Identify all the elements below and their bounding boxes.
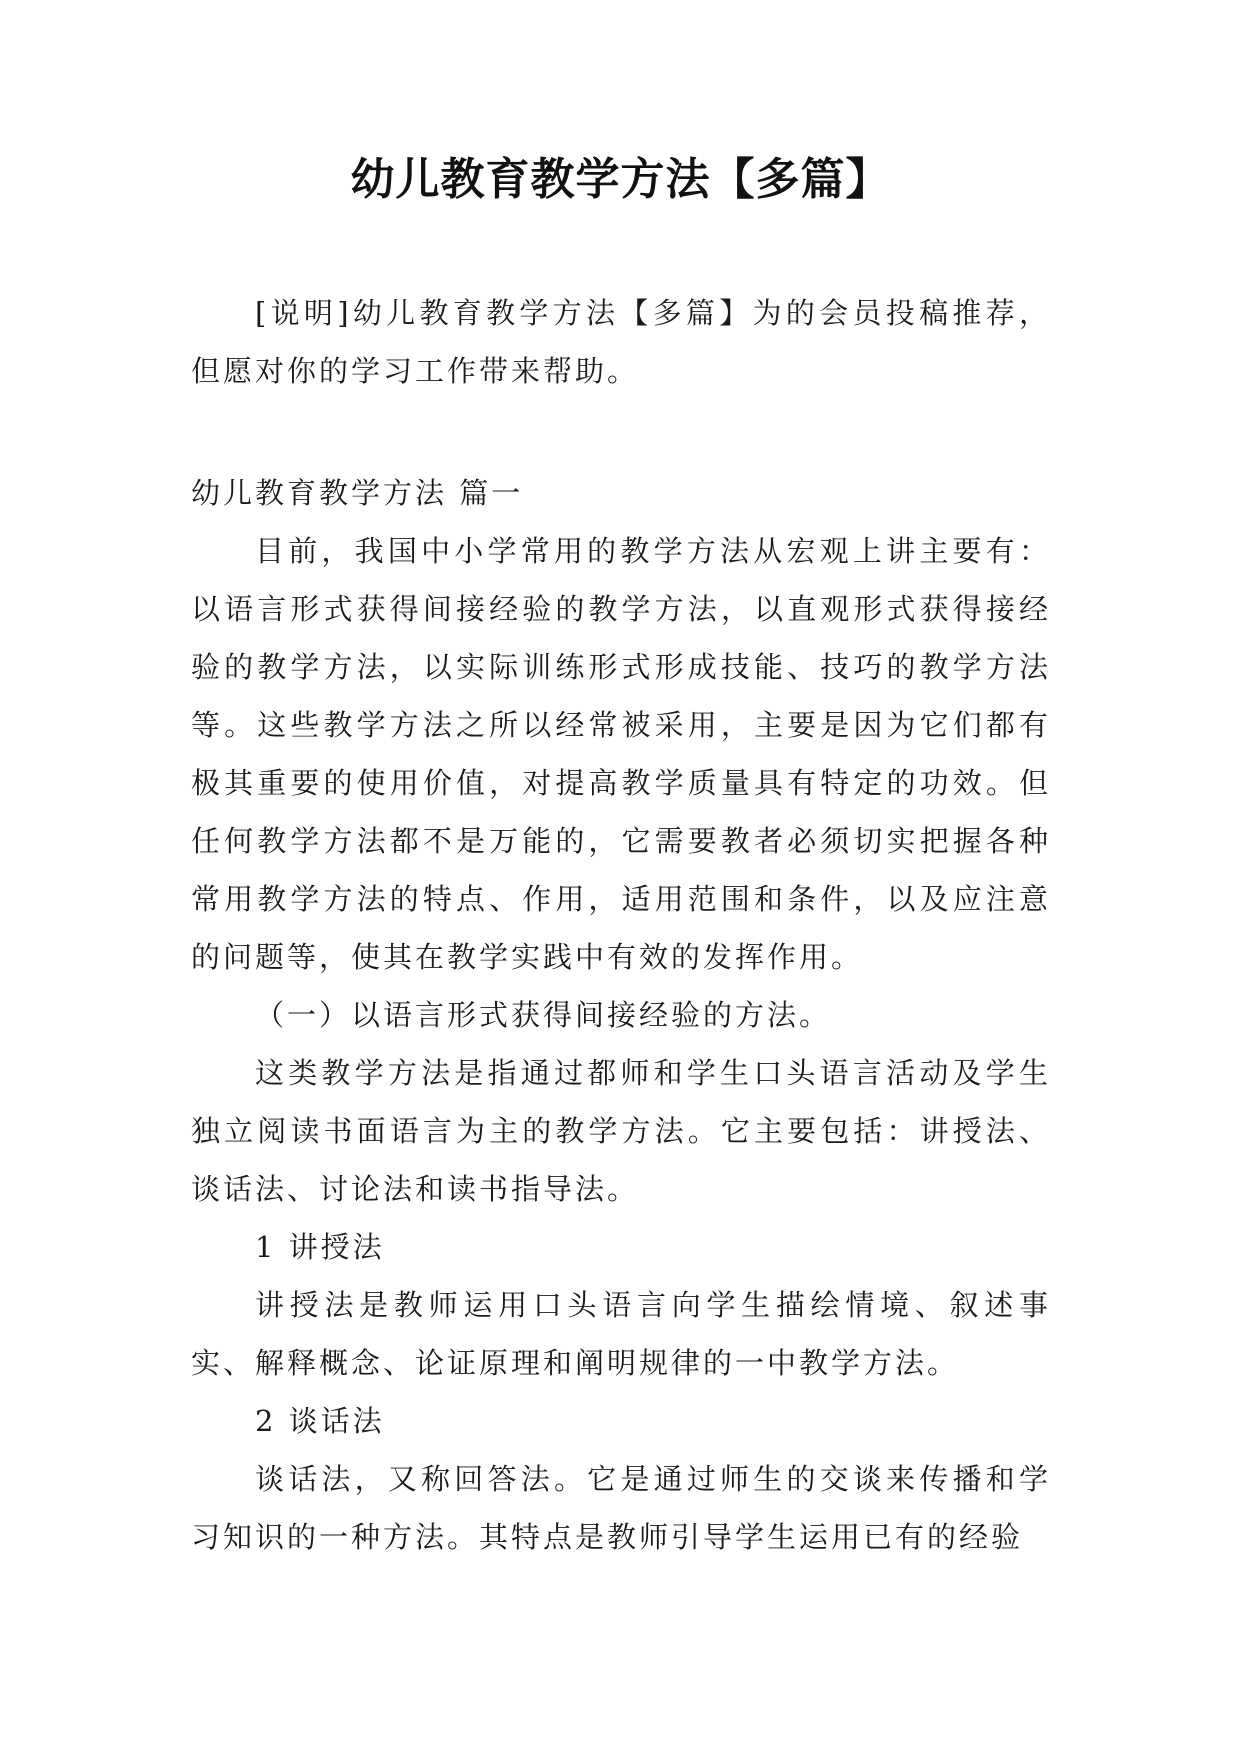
body-paragraph: 目前，我国中小学常用的教学方法从宏观上讲主要有：以语言形式获得间接经验的教学方法，以直观形式获得接经验的教学方法，以实际训练形式形成技能、技巧的教学方法等。这些教学方法之所以经常被采用，主要是因为它们都有极其重要的使用价值，对提高教学质量具有特定的功效。但任何教学方法都不是万能的，它需要教者必须切实把握各种常用教学方法的特点、作用，适用范围和条件，以及应注意的问题等，使其在教学实践中有效的发挥作用。 [191, 534, 1051, 974]
body-paragraph: 谈话法，又称回答法。它是通过师生的交谈来传播和学习知识的一种方法。其特点是教师引导学生运用已有的经验 [191, 1462, 1051, 1554]
document-body [191, 284, 1051, 1566]
subheading: 2 谈话法 [255, 1404, 385, 1438]
body-paragraph: 这类教学方法是指通过都师和学生口头语言活动及学生独立阅读书面语言为主的教学方法。它主要包括：讲授法、谈话法、讨论法和读书指导法。 [191, 1056, 1051, 1206]
subheading: 1 讲授法 [255, 1230, 385, 1264]
intro-paragraph: [说明]幼儿教育教学方法【多篇】为的会员投稿推荐，但愿对你的学习工作带来帮助。 [191, 296, 1051, 388]
subheading: （一）以语言形式获得间接经验的方法。 [255, 998, 832, 1032]
section-heading: 幼儿教育教学方法 篇一 [191, 476, 524, 510]
body-paragraph: 讲授法是教师运用口头语言向学生描绘情境、叙述事实、解释概念、论证原理和阐明规律的一中教学方法。 [191, 1288, 1051, 1380]
document-title: 幼儿教育教学方法【多篇】 [350, 154, 891, 205]
